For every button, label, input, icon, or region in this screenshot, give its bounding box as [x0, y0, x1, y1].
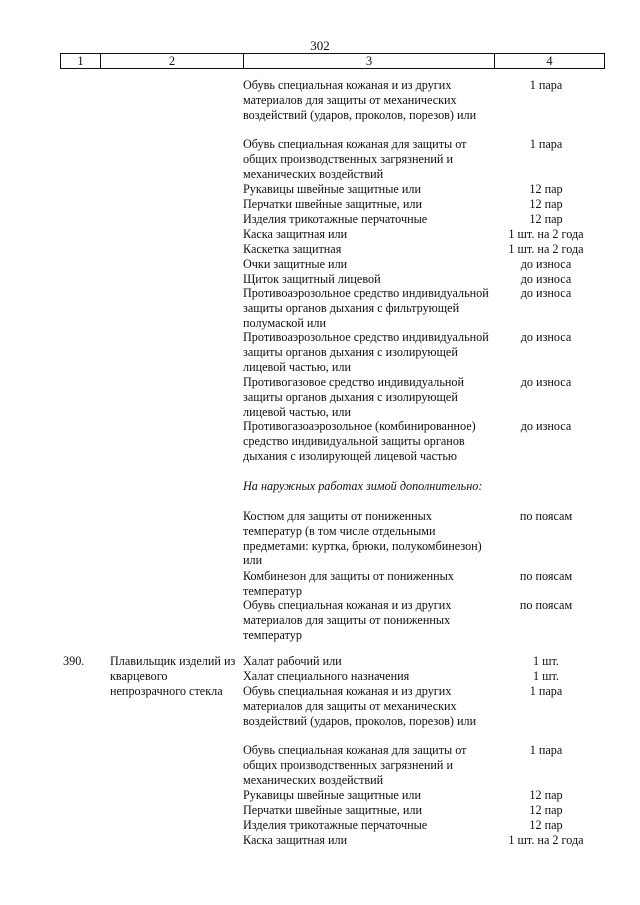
item-norm: 12 пар [529, 182, 563, 196]
item-norm: до износа [520, 257, 572, 271]
item-text: Каска защитная или [243, 833, 348, 847]
table-header [60, 53, 605, 69]
item-norm: 1 шт. на 2 года [508, 227, 584, 241]
item-norm: по поясам [519, 598, 573, 612]
item-text: Комбинезон для защиты от пониженных температур [243, 569, 454, 598]
item-norm: 1 шт. на 2 года [508, 242, 584, 256]
item-text: Щиток защитный лицевой [243, 272, 381, 286]
page-number: 302 [310, 38, 330, 53]
item-norm: 12 пар [529, 212, 563, 226]
item-norm: 1 пара [529, 743, 563, 757]
item-text: Каскетка защитная [243, 242, 342, 256]
item-text: Изделия трикотажные перчаточные [243, 212, 428, 226]
item-norm: 1 шт. [533, 654, 559, 668]
row-number: 390. [63, 654, 85, 668]
item-norm: 12 пар [529, 818, 563, 832]
item-norm: 12 пар [529, 197, 563, 211]
item-text: Халат специального назначения [243, 669, 410, 683]
header-col-2: 2 [101, 54, 244, 69]
item-norm: до износа [520, 286, 572, 300]
item-norm: 12 пар [529, 788, 563, 802]
item-norm: до износа [520, 375, 572, 389]
item-text: Противоаэрозольное средство индивидуальной защиты органов дыхания с фильтрующей полумаской или [243, 286, 489, 330]
item-norm: до износа [520, 330, 572, 344]
item-text: Перчатки швейные защитные, или [243, 803, 423, 817]
item-text: Обувь специальная кожаная и из других материалов для защиты от пониженных температур [243, 598, 452, 642]
item-text: Рукавицы швейные защитные или [243, 788, 421, 802]
profession-name: Плавильщик изделий из кварцевого непрозрачного стекла [110, 654, 236, 698]
item-text: Обувь специальная кожаная для защиты от общих производственных загрязнений и механических воздействий [243, 743, 467, 787]
item-norm: 1 шт. [533, 669, 559, 683]
item-text: Обувь специальная кожаная для защиты от общих производственных загрязнений и механических воздействий [243, 137, 467, 181]
item-text: Костюм для защиты от пониженных температур (в том числе отдельными предметами: куртка, брюки, полукомбинезон) или [243, 509, 482, 568]
item-text: Перчатки швейные защитные, или [243, 197, 423, 211]
item-text: Каска защитная или [243, 227, 348, 241]
item-text: Обувь специальная кожаная и из других материалов для защиты от механических воздействий (ударов, проколов, порезов) или [243, 684, 477, 728]
item-text: Противоаэрозольное средство индивидуальной защиты органов дыхания с изолирующей лицевой частью, или [243, 330, 489, 374]
item-text: Очки защитные или [243, 257, 348, 271]
item-text: Халат рабочий или [243, 654, 342, 668]
section-note: На наружных работах зимой дополнительно: [243, 479, 483, 493]
header-col-4: 4 [495, 54, 605, 69]
item-norm: 12 пар [529, 803, 563, 817]
item-norm: по поясам [519, 569, 573, 583]
header-col-3: 3 [244, 54, 495, 69]
header-col-1: 1 [61, 54, 101, 69]
item-norm: по поясам [519, 509, 573, 523]
item-norm: до износа [520, 419, 572, 433]
item-norm: 1 шт. на 2 года [508, 833, 584, 847]
item-norm: 1 пара [529, 78, 563, 92]
item-norm: 1 пара [529, 684, 563, 698]
item-text: Противогазовое средство индивидуальной защиты органов дыхания с изолирующей лицевой частью, или [243, 375, 465, 419]
item-text: Противогазоаэрозольное (комбинированное) средство индивидуальной защиты органов дыхания с изолирующей лицевой частью [243, 419, 476, 463]
item-text: Обувь специальная кожаная и из других материалов для защиты от механических воздействий (ударов, проколов, порезов) или [243, 78, 477, 122]
item-text: Рукавицы швейные защитные или [243, 182, 421, 196]
item-norm: до износа [520, 272, 572, 286]
item-norm: 1 пара [529, 137, 563, 151]
item-text: Изделия трикотажные перчаточные [243, 818, 428, 832]
